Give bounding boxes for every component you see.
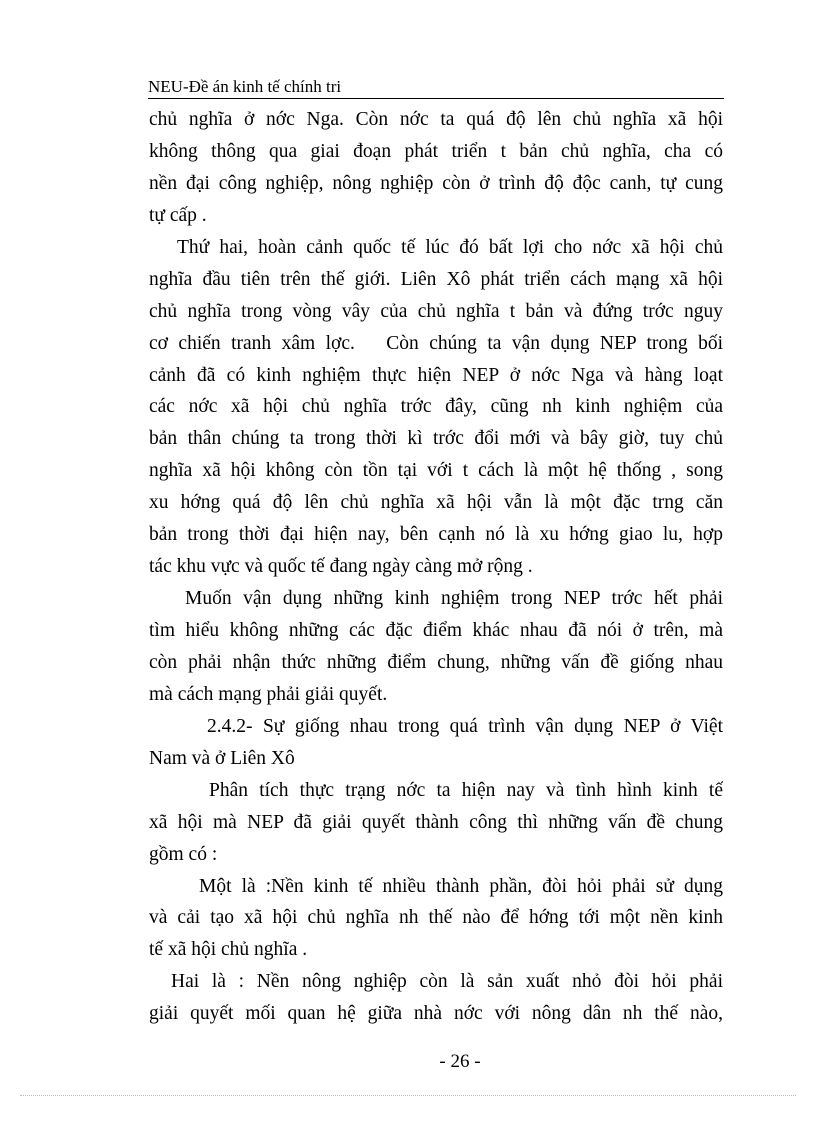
paragraph-start-line: Một là :Nền kinh tế nhiều thành phần, đòi hỏi phải sử dụng xyxy=(199,875,723,897)
paragraph-start-line: Hai là : Nền nông nghiệp còn là sản xuất nhỏ đòi hỏi phải xyxy=(171,971,723,993)
text-line: còn phải nhận thức những điểm chung, những vấn đề giống nhau xyxy=(149,651,723,673)
text-line: mà cách mạng phải giải quyết. xyxy=(149,683,388,705)
page-number: - 26 - xyxy=(439,1051,481,1072)
text-line: các nớc xã hội chủ nghĩa trớc đây, cũng nh kinh nghiệm của xyxy=(149,396,723,418)
body-text xyxy=(149,104,723,1030)
text-line: gồm có : xyxy=(149,843,218,865)
paragraph-start-line: Thứ hai, hoàn cảnh quốc tế lúc đó bất lợi cho nớc xã hội chủ xyxy=(177,236,723,258)
paragraph-start-line: Phân tích thực trạng nớc ta hiện nay và tình hình kinh tế xyxy=(209,779,723,801)
text-line: bản thân chúng ta trong thời kì trớc đổi mới và bây giờ, tuy chủ xyxy=(149,428,723,450)
text-line: tác khu vực và quốc tế đang ngày càng mở rộng . xyxy=(149,556,533,578)
page-header xyxy=(148,76,724,99)
text-line: nền đại công nghiệp, nông nghiệp còn ở trình độ độc canh, tự cung xyxy=(149,172,723,194)
header-title: NEU-Đề án kinh tế chính tri xyxy=(148,77,342,96)
text-line: giải quyết mối quan hệ giữa nhà nớc với nông dân nh thế nào, xyxy=(149,1003,723,1025)
text-line: tìm hiểu không những các đặc điểm khác nhau đã nói ở trên, mà xyxy=(149,620,723,641)
text-line: cảnh đã có kinh nghiệm thực hiện NEP ở nớc Nga và hàng loạt xyxy=(149,364,723,386)
page-footer xyxy=(0,1050,816,1074)
text-line: xu hớng quá độ lên chủ nghĩa xã hội vẫn là một đặc trng căn xyxy=(149,492,723,514)
text-line: xã hội mà NEP đã giải quyết thành công thì những vấn đề chung xyxy=(149,811,723,833)
text-line: bản trong thời đại hiện nay, bên cạnh nó là xu hớng giao lu, hợp xyxy=(149,524,723,546)
text-line: chủ nghĩa ở nớc Nga. Còn nớc ta quá độ lên chủ nghĩa xã hội xyxy=(149,109,723,130)
text-line: và cải tạo xã hội chủ nghĩa nh thế nào để hớng tới một nền kinh xyxy=(149,907,723,929)
section-heading-line: Nam và ở Liên Xô xyxy=(149,747,295,769)
text-line: cơ chiến tranh xâm lợc. Còn chúng ta vận dụng NEP trong bối xyxy=(149,332,723,354)
text-line: tự cấp . xyxy=(149,204,207,226)
page-bottom-divider xyxy=(20,1095,796,1096)
text-line: tế xã hội chủ nghĩa . xyxy=(149,939,308,961)
text-line: nghĩa đầu tiên trên thế giới. Liên Xô phát triển cách mạng xã hội xyxy=(149,268,723,290)
text-line: không thông qua giai đoạn phát triển t bản chủ nghĩa, cha có xyxy=(149,140,723,162)
text-line: nghĩa xã hội không còn tồn tại với t cách là một hệ thống , song xyxy=(149,460,723,482)
text-line: chủ nghĩa trong vòng vây của chủ nghĩa t bản và đứng trớc nguy xyxy=(149,300,723,322)
paragraph-start-line: Muốn vận dụng những kinh nghiệm trong NEP trớc hết phải xyxy=(185,588,723,610)
section-heading-line: 2.4.2- Sự giống nhau trong quá trình vận dụng NEP ở Việt xyxy=(207,715,723,737)
